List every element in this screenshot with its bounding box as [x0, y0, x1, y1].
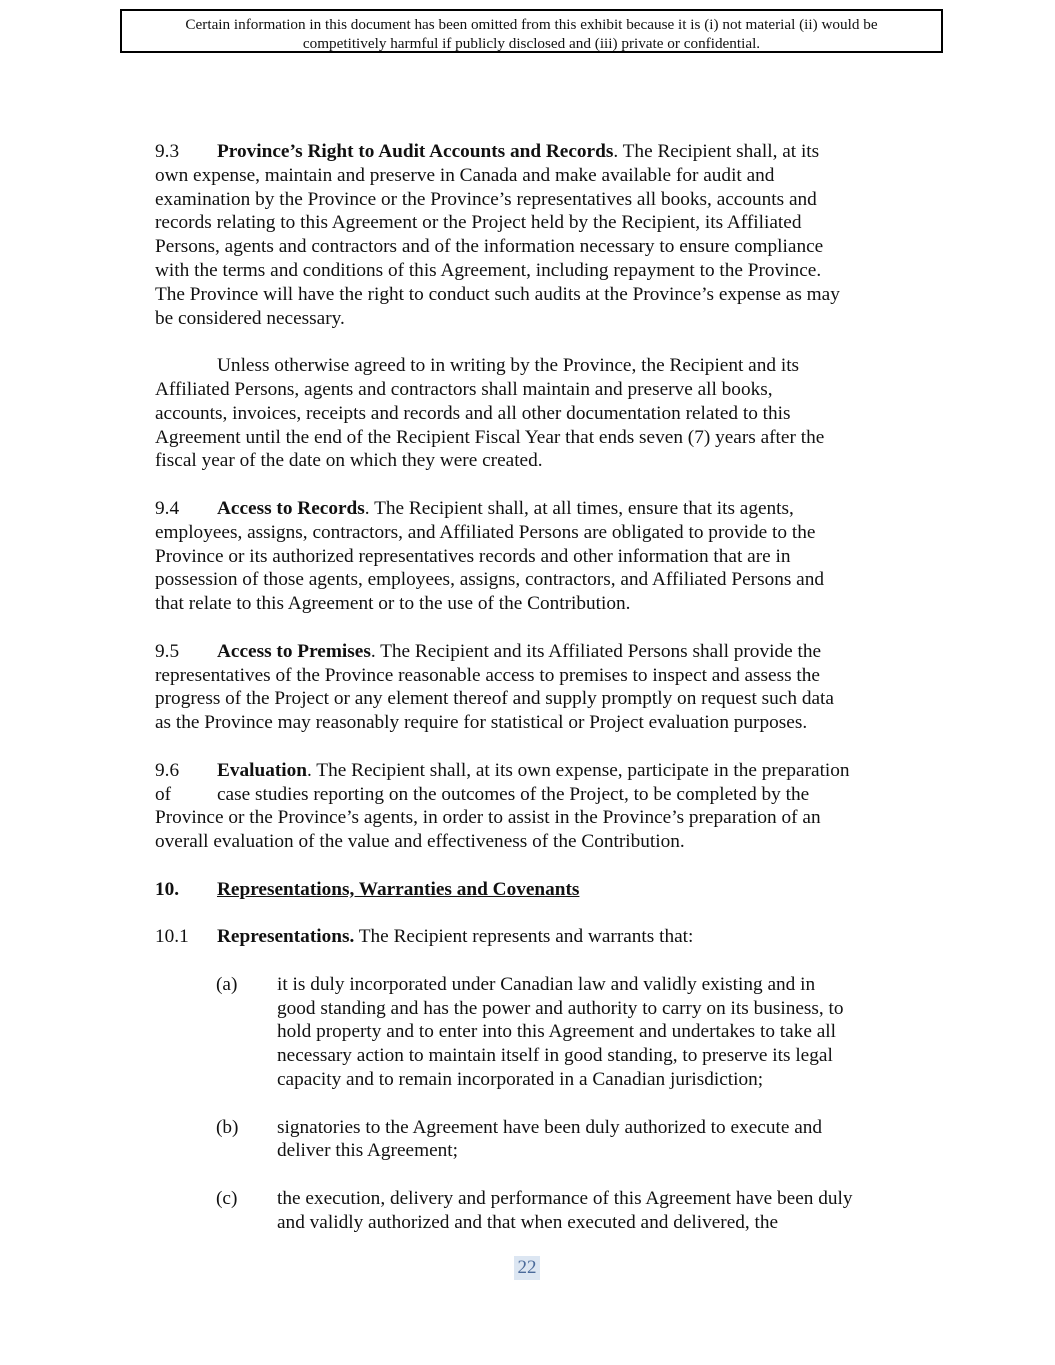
section-10-heading — [155, 878, 907, 902]
section-title: Representations, Warranties and Covenants — [217, 878, 580, 900]
section-title: Representations. — [217, 926, 355, 948]
list-item-label: (b) — [216, 1116, 239, 1138]
section-number: 9.4 — [155, 497, 180, 519]
notice-line-1: Certain information in this document has been omitted from this exhibit because it is (i) not material (ii) would be — [185, 16, 878, 33]
section-number: 9.5 — [155, 640, 180, 662]
section-9-4: 9.4 Access to Records. The Recipient shall, at all times, ensure that its agents, employees, assigns, contractors, and Affiliated Persons are obligated to provide to the Province or its authorized representatives records and other information that are in possession of those agents, employees, assigns, contractors, and Affiliated Persons and that relate to this Agreement or to the use of the Contribution. — [155, 497, 825, 615]
list-item-a: (a) it is duly incorporated under Canadian law and validly existing and in good standing and has the power and authority to carry on its business, to hold property and to enter into this Agreement and undertakes to take all necessary action to maintain itself in good standing, to preserve its legal capacity and to remain incorporated in a Canadian jurisdiction; — [216, 973, 844, 1091]
list-item-label: (a) — [216, 973, 238, 995]
notice-line-2: competitively harmful if publicly disclosed and (iii) private or confidential. — [302, 35, 761, 52]
document-body — [155, 140, 907, 1235]
confidentiality-notice — [120, 9, 943, 53]
section-title: Access to Records — [217, 497, 365, 519]
section-9-3: 9.3 Province’s Right to Audit Accounts and Records. The Recipient shall, at its own expense, maintain and preserve in Canada and make available for audit and examination by the Province or the Province’s representatives all books, accounts and records relating to this Agreement or the Project held by the Recipient, its Affiliated Persons, agents and contractors and of the information necessary to ensure compliance with the terms and conditions of this Agreement, including repayment to the Province. The Province will have the right to conduct such audits at the Province’s expense as may be considered necessary. — [155, 141, 840, 329]
section-10-1: 10.1 Representations. The Recipient represents and warrants that: — [155, 926, 694, 948]
list-item-c: (c) the execution, delivery and performance of this Agreement have been duly and validly authorized and that when executed and delivered, the — [216, 1188, 853, 1233]
section-number: 10. — [155, 878, 180, 900]
section-title: Evaluation — [217, 759, 308, 781]
section-number: 10.1 — [155, 926, 189, 948]
section-number: 9.6 — [155, 759, 180, 781]
section-number: 9.3 — [155, 141, 180, 162]
section-title: Access to Premises — [217, 640, 371, 662]
list-item-b: (b) signatories to the Agreement have been duly authorized to execute and deliver this Agreement; — [216, 1116, 823, 1162]
section-9-3-paragraph-2: Unless otherwise agreed to in writing by the Province, the Recipient and its Affiliated Persons, agents and contractors shall maintain and preserve all books, accounts, invoices, receipts and records and all other documentation related to this Agreement until the end of the Recipient Fiscal Year that ends seven (7) years after the fiscal year of the date on which they were created. — [155, 355, 825, 472]
section-title: Province’s Right to Audit Accounts and Records — [217, 141, 614, 162]
page-number: 22 — [514, 1256, 540, 1280]
list-item-label: (c) — [216, 1188, 238, 1210]
section-9-5: 9.5 Access to Premises. The Recipient and its Affiliated Persons shall provide the representatives of the Province reasonable access to premises to inspect and assess the progress of the Project or any element thereof and supply promptly on request such data as the Province may reasonably require for statistical or Project evaluation purposes. — [155, 640, 834, 734]
section-9-6: 9.6 Evaluation. The Recipient shall, at its own expense, participate in the preparation of case studies reporting on the outcomes of the Project, to be completed by the Province or the Province’s agents, in order to assist in the Province’s preparation of an overall evaluation of the value and effectiveness of the Contribution. — [155, 759, 850, 853]
